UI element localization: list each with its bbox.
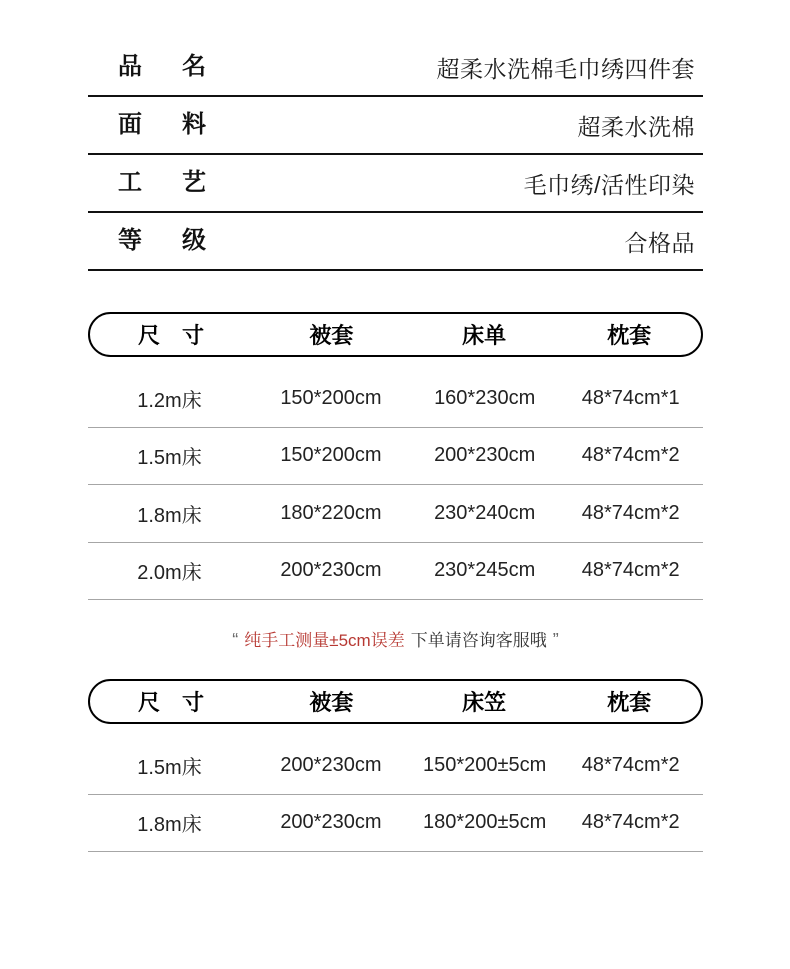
header-cell-size: 尺 寸 <box>137 690 204 715</box>
spec-content <box>88 0 703 852</box>
table-row <box>88 485 703 543</box>
size-table-fitted-rows <box>88 737 703 852</box>
header-cell-duvet-cover: 被套 <box>309 690 354 715</box>
note-highlight-text: 纯手工测量±5cm误差 <box>244 631 405 650</box>
attr-label-char: 料 <box>182 111 206 138</box>
attr-value-craft: 毛巾绣/活性印染 <box>523 171 695 198</box>
table-cell: 160*230cm <box>434 386 536 409</box>
size-table-fitted-header <box>88 679 703 724</box>
attr-row-product-name <box>88 39 703 97</box>
attr-label-fabric <box>118 113 206 137</box>
table-row <box>88 795 703 853</box>
header-cell-pillowcase: 枕套 <box>607 323 652 348</box>
attr-label-char: 艺 <box>182 169 206 196</box>
attr-value-fabric: 超柔水洗棉 <box>577 113 695 140</box>
attr-label-char: 品 <box>118 53 142 80</box>
table-cell: 200*230cm <box>280 811 382 834</box>
table-cell: 1.2m床 <box>137 389 202 412</box>
table-cell: 150*200±5cm <box>423 753 547 776</box>
attr-label-grade <box>118 229 206 253</box>
header-cell-fitted-sheet: 床笠 <box>462 690 507 715</box>
table-cell: 1.8m床 <box>137 504 202 527</box>
header-cell-size: 尺 寸 <box>137 323 204 348</box>
size-table-bedsheet <box>88 312 703 600</box>
header-cell-flat-sheet: 床单 <box>462 323 507 348</box>
attr-label-product-name <box>118 55 206 79</box>
size-table-fitted <box>88 679 703 852</box>
attr-label-craft <box>118 171 206 195</box>
table-cell: 200*230cm <box>280 753 382 776</box>
attr-row-craft <box>88 155 703 213</box>
table-row <box>88 370 703 428</box>
attr-label-char: 级 <box>182 227 206 254</box>
attr-label-char: 等 <box>118 227 142 254</box>
table-cell: 1.5m床 <box>137 447 202 470</box>
size-table-bedsheet-rows <box>88 370 703 600</box>
table-row <box>88 543 703 601</box>
attr-label-char: 工 <box>118 169 142 196</box>
table-cell: 1.5m床 <box>137 756 202 779</box>
table-cell: 180*200±5cm <box>423 811 547 834</box>
table-cell: 150*200cm <box>280 386 382 409</box>
attr-row-grade <box>88 213 703 271</box>
table-cell: 200*230cm <box>434 444 536 467</box>
table-cell: 150*200cm <box>280 444 382 467</box>
table-cell: 48*74cm*2 <box>581 753 680 776</box>
attr-value-product-name: 超柔水洗棉毛巾绣四件套 <box>436 55 695 82</box>
table-cell: 180*220cm <box>280 501 382 524</box>
table-cell: 1.8m床 <box>137 814 202 837</box>
attr-value-grade: 合格品 <box>624 229 695 256</box>
measurement-note <box>88 627 703 654</box>
header-cell-pillowcase: 枕套 <box>607 690 652 715</box>
attribute-section <box>88 0 703 271</box>
note-rest-text: 下单请咨询客服哦 <box>410 631 547 650</box>
table-cell: 2.0m床 <box>137 562 202 585</box>
attr-label-char: 名 <box>182 53 206 80</box>
table-cell: 230*245cm <box>434 559 536 582</box>
open-quote: “ <box>232 630 239 650</box>
size-table-bedsheet-header <box>88 312 703 357</box>
close-quote: ” <box>552 630 559 650</box>
table-cell: 48*74cm*2 <box>581 501 680 524</box>
table-cell: 230*240cm <box>434 501 536 524</box>
table-cell: 200*230cm <box>280 559 382 582</box>
table-cell: 48*74cm*2 <box>581 811 680 834</box>
attr-row-fabric <box>88 97 703 155</box>
header-cell-duvet-cover: 被套 <box>309 323 354 348</box>
attr-label-char: 面 <box>118 111 142 138</box>
table-row <box>88 737 703 795</box>
table-cell: 48*74cm*2 <box>581 444 680 467</box>
table-row <box>88 428 703 486</box>
table-cell: 48*74cm*2 <box>581 559 680 582</box>
table-cell: 48*74cm*1 <box>581 386 680 409</box>
